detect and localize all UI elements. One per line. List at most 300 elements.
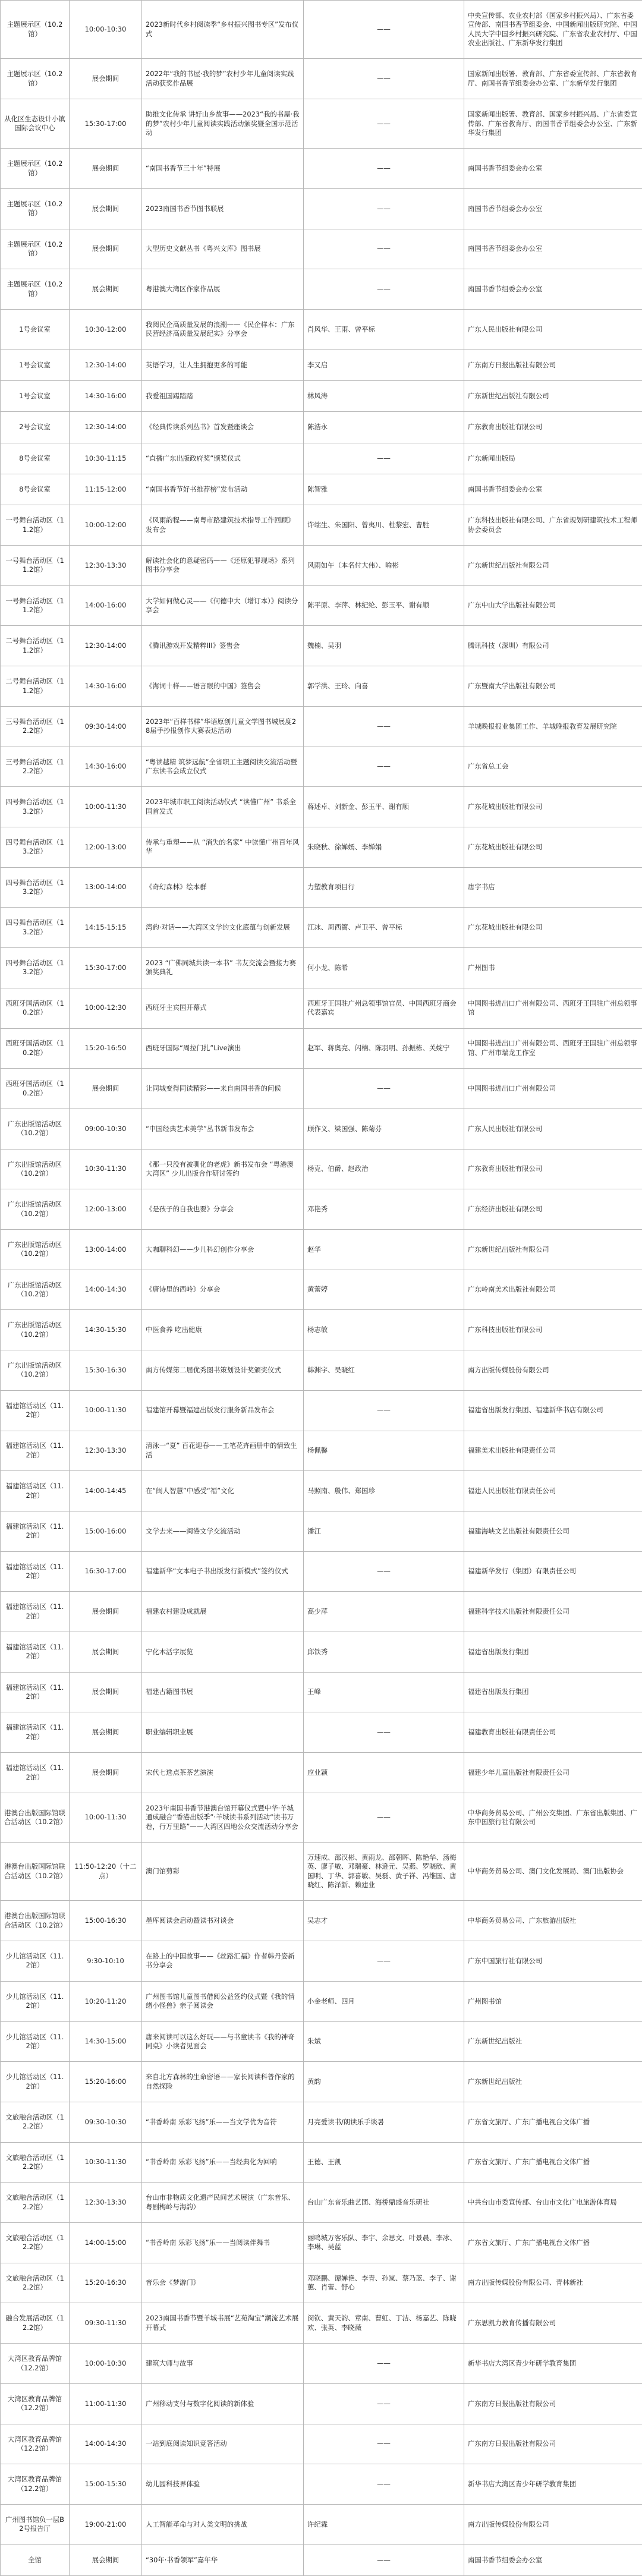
table-row (1, 1672, 642, 1712)
time-cell: 14:00-14:30 (70, 2424, 142, 2464)
event-cell: “中国经典艺术美学”丛书新书发布会 (142, 1109, 304, 1149)
event-cell: “直播广东出版政府奖”颁奖仪式 (142, 443, 304, 474)
event-cell: 2022年“我的书屋·我的梦”农村少年儿童阅读实践活动获奖作品展 (142, 59, 304, 99)
venue-cell: 主题展示区（10.2馆） (1, 149, 70, 189)
time-cell: 12:30-14:00 (70, 349, 142, 380)
event-cell: 《海词十样——语言眼的中国》签售会 (142, 666, 304, 707)
event-cell: 台山市非物质文化遗产民间艺术展演（广东音乐、粤剧梅岭与海韵） (142, 2183, 304, 2223)
guests-cell: 邓晓鹏、谭婵艳、李青、孙岚、蔡乃蓝、李子、谢蕙、肖蕾、舒心 (304, 2263, 464, 2303)
event-cell: 墨库阅读会启动暨读书对谈会 (142, 1901, 304, 1941)
guests-cell: 杨志敏 (304, 1310, 464, 1350)
guests-cell: 韩渊宇、吴晓红 (304, 1350, 464, 1391)
time-cell: 11:50-12:20（十二点） (70, 1842, 142, 1900)
table-row (1, 474, 642, 505)
event-cell: 2023新时代乡村阅读季“乡村振兴图书专区”发布仪式 (142, 1, 304, 59)
organizer-cell: 广东新闻出版局 (464, 443, 642, 474)
venue-cell: 广州图书馆负一层B2号报告厅 (1, 2504, 70, 2544)
organizer-cell: 中央宣传部、农业农村部（国家乡村振兴局）、广东省委宣传部、南国书香节组委会、中国新闻出版研究院、中国人民大学中国乡村振兴研究院、广东省农业农村厅、中国农业出版社、广东新华发行集团 (464, 1, 642, 59)
guests-cell: 肖风华、王雨、曾平标 (304, 310, 464, 350)
time-cell: 15:30-17:00 (70, 948, 142, 988)
event-cell: 《那一只没有被驯化的老虎》新书发布会 “粤港澳大湾区” 少儿出版合作研讨签约 (142, 1149, 304, 1189)
time-cell: 展会期间 (70, 188, 142, 229)
event-cell: 粤港澳大湾区作家作品展 (142, 269, 304, 310)
table-row (1, 1230, 642, 1270)
guests-cell: —— (304, 2424, 464, 2464)
event-cell: “粤读越精 筑梦远航”全省职工主题阅读交流活动暨广东读书会成立仪式 (142, 747, 304, 787)
venue-cell: 福建馆活动区（11.2馆） (1, 1431, 70, 1471)
table-row (1, 747, 642, 787)
time-cell: 10:00-11:30 (70, 787, 142, 827)
time-cell: 展会期间 (70, 229, 142, 269)
guests-cell: —— (304, 269, 464, 310)
guests-cell: —— (304, 443, 464, 474)
table-row (1, 2223, 642, 2263)
table-row (1, 1981, 642, 2021)
organizer-cell: 福建海峡文艺出版社有限责任公司 (464, 1511, 642, 1551)
table-row (1, 1028, 642, 1069)
venue-cell: 大湾区教育品牌馆（12.2馆） (1, 2383, 70, 2424)
venue-cell: 西班牙国活动区（10.2馆） (1, 988, 70, 1028)
guests-cell: 王德、王凯 (304, 2142, 464, 2183)
event-cell: 传承与重塑——从 “消失的名家” 中读懂广州百年风华 (142, 827, 304, 867)
time-cell: 10:00-11:30 (70, 1390, 142, 1431)
table-row (1, 1390, 642, 1431)
organizer-cell: 南国书香节组委会办公室 (464, 229, 642, 269)
time-cell: 展会期间 (70, 59, 142, 99)
venue-cell: 广东出版馆活动区（10.2馆） (1, 1350, 70, 1391)
venue-cell: 三号舞台活动区（12.2馆） (1, 706, 70, 747)
venue-cell: 文旅融合活动区（12.2馆） (1, 2263, 70, 2303)
event-cell: 大型历史文献丛书《粤兴文库》图书展 (142, 229, 304, 269)
time-cell: 15:20-16:30 (70, 2263, 142, 2303)
event-cell: “书香岭南 乐彩飞扬”乐——当经典化为回响 (142, 2142, 304, 2183)
time-cell: 12:00-13:00 (70, 827, 142, 867)
organizer-cell: 南国书香节组委会办公室 (464, 188, 642, 229)
time-cell: 展会期间 (70, 269, 142, 310)
time-cell: 10:30-11:15 (70, 443, 142, 474)
time-cell: 19:00-21:00 (70, 2504, 142, 2544)
venue-cell: 四号舞台活动区（13.2馆） (1, 867, 70, 908)
organizer-cell: 南国书香节组委会办公室 (464, 474, 642, 505)
guests-cell: 闵钦、黄天韵、章南、曹虹、丁洁、杨嘉艺、陈晓欢、张英、李晓薇 (304, 2303, 464, 2344)
venue-cell: 大湾区教育品牌馆（12.2馆） (1, 2344, 70, 2384)
guests-cell: 丽鸣城万客乐队、李宇、余思文、叶景晨、李冰、李琳、吴蓝 (304, 2223, 464, 2263)
event-cell: 湾韵·对话——大湾区文学的文化底蕴与创新发展 (142, 908, 304, 948)
event-cell: 职业编辑职业展 (142, 1712, 304, 1753)
table-row (1, 948, 642, 988)
table-row (1, 1941, 642, 1982)
guests-cell: 朱晓秋、徐婵嫣、李婵娟 (304, 827, 464, 867)
guests-cell: 马照南、殷伟、郑国珍 (304, 1471, 464, 1511)
event-cell: 2023南国书香节图书联展 (142, 188, 304, 229)
guests-cell: —— (304, 1069, 464, 1109)
schedule-body (1, 1, 642, 2576)
event-cell: 福建农村建设成就展 (142, 1592, 304, 1632)
organizer-cell: 广东科技出版社有限公司 (464, 1310, 642, 1350)
venue-cell: 福建馆活动区（11.2馆） (1, 1753, 70, 1793)
venue-cell: 港澳台出版国际馆联合活动区（10.2馆） (1, 1793, 70, 1842)
time-cell: 15:20-16:50 (70, 1028, 142, 1069)
guests-cell: 江冰、周西篱、卢卫平、曾平标 (304, 908, 464, 948)
organizer-cell: 广东新世纪出版社有限公司 (464, 546, 642, 586)
time-cell: 15:00-16:00 (70, 1511, 142, 1551)
time-cell: 10:00-10:30 (70, 1, 142, 59)
event-cell: 人工智能革命与对人类文明的挑战 (142, 2504, 304, 2544)
guests-cell: 赵华 (304, 1230, 464, 1270)
event-cell: 音乐会《梦游门》 (142, 2263, 304, 2303)
time-cell: 15:20-16:00 (70, 2062, 142, 2102)
organizer-cell: 福建少年儿童出版社有限责任公司 (464, 1753, 642, 1793)
venue-cell: 广东出版馆活动区（10.2馆） (1, 1270, 70, 1310)
time-cell: 11:00-11:30 (70, 2383, 142, 2424)
event-cell: 《奇幻森林》绘本群 (142, 867, 304, 908)
venue-cell: 少儿馆活动区（11.2馆） (1, 2021, 70, 2062)
venue-cell: 广东出版馆活动区（10.2馆） (1, 1189, 70, 1230)
time-cell: 展会期间 (70, 1592, 142, 1632)
venue-cell: 福建馆活动区（11.2馆） (1, 1592, 70, 1632)
guests-cell: —— (304, 1941, 464, 1982)
event-cell: 广州图书馆儿童图书借阅公益签约仪式暨《我的情绪小怪兽》亲子阅读会 (142, 1981, 304, 2021)
time-cell: 10:30-11:30 (70, 1149, 142, 1189)
venue-cell: 主题展示区（10.2馆） (1, 229, 70, 269)
guests-cell: 风雨如午（本名付大伟）、喻彬 (304, 546, 464, 586)
guests-cell: 李又启 (304, 349, 464, 380)
guests-cell: 应业颖 (304, 1753, 464, 1793)
time-cell: 10:30-11:30 (70, 2142, 142, 2183)
event-cell: 来自北方森林的生命密语——家长阅读科普作家的自然探险 (142, 2062, 304, 2102)
organizer-cell: 广东经济出版社有限公司 (464, 1189, 642, 1230)
time-cell: 09:30-10:30 (70, 2102, 142, 2142)
venue-cell: 1号会议室 (1, 310, 70, 350)
organizer-cell: 腾讯科技（深圳）有限公司 (464, 626, 642, 666)
time-cell: 09:30-14:00 (70, 706, 142, 747)
time-cell: 10:00-12:00 (70, 505, 142, 546)
event-cell: “南国书香节三十年”特展 (142, 149, 304, 189)
event-cell: 幼儿园科技界体验 (142, 2464, 304, 2505)
organizer-cell: 广东新世纪出版社有限公司 (464, 1230, 642, 1270)
venue-cell: 广东出版馆活动区（10.2馆） (1, 1310, 70, 1350)
table-row (1, 2263, 642, 2303)
event-cell: 《风雨韵程——南粤市路建筑技术指导工作回顾》发布会 (142, 505, 304, 546)
guests-cell: 杨克、伯爵、赵政治 (304, 1149, 464, 1189)
event-cell: 南方传媒第二届优秀图书策划设计奖颁奖仪式 (142, 1350, 304, 1391)
venue-cell: 西班牙国活动区（10.2馆） (1, 1028, 70, 1069)
table-row (1, 1109, 642, 1149)
organizer-cell: 福建科学技术出版社有限责任公司 (464, 1592, 642, 1632)
guests-cell: 潘江 (304, 1511, 464, 1551)
event-cell: 《经典传读系列丛书》首发暨座谈会 (142, 412, 304, 443)
guests-cell: 台山广东音乐曲艺团、海桥鼎盛音乐研社 (304, 2183, 464, 2223)
venue-cell: 一号舞台活动区（11.2馆） (1, 585, 70, 626)
venue-cell: 8号会议室 (1, 474, 70, 505)
organizer-cell: 南方出版传媒股份有限公司、青林新社 (464, 2263, 642, 2303)
organizer-cell: 南国书香节组委会办公室 (464, 2544, 642, 2575)
organizer-cell: 新华书店大湾区青少年研学教育集团 (464, 2344, 642, 2384)
guests-cell: 陈智雅 (304, 474, 464, 505)
guests-cell: —— (304, 1, 464, 59)
organizer-cell: 唐宇书店 (464, 867, 642, 908)
event-cell: 2023年南国书香节港澳台馆开幕仪式暨中华·羊城通成融合“香港出版季”·羊城读书系列活动“读书万卷，行万里路”——大湾区四地公众交流活动分享会 (142, 1793, 304, 1842)
table-row (1, 59, 642, 99)
time-cell: 14:30-15:00 (70, 2021, 142, 2062)
event-cell: “30年·书香领军”嘉年华 (142, 2544, 304, 2575)
organizer-cell: 中共台山市委宣传部、台山市文化广电旅游体育局 (464, 2183, 642, 2223)
guests-cell: —— (304, 2344, 464, 2384)
guests-cell: 许端生、朱国阳、曾夷川、杜黎宏、曹胜 (304, 505, 464, 546)
table-row (1, 2424, 642, 2464)
event-cell: 助推文化传承 讲好山乡故事——2023“我的书屋·我的梦”农村少年儿童阅读实践活动颁奖暨全国示范活动 (142, 99, 304, 149)
time-cell: 12:30-13:30 (70, 1431, 142, 1471)
venue-cell: 全馆 (1, 2544, 70, 2575)
event-cell: 2023年城市职工阅读活动仪式 “读懂广州” 书系全国首发式 (142, 787, 304, 827)
venue-cell: 福建馆活动区（11.2馆） (1, 1390, 70, 1431)
event-cell: 2023南国书香节暨羊城书展“艺苑淘宝”潮流艺术展开幕式 (142, 2303, 304, 2344)
venue-cell: 少儿馆活动区（11.2馆） (1, 1981, 70, 2021)
venue-cell: 文旅融合活动区（12.2馆） (1, 2223, 70, 2263)
organizer-cell: 中国图书进出口广州有限公司、西班牙王国驻广州总领事馆、广州市瑞龙工作室 (464, 1028, 642, 1069)
guests-cell: —— (304, 1551, 464, 1592)
organizer-cell: 广东中山大学出版社有限公司 (464, 585, 642, 626)
event-cell: 福建古籍图书展 (142, 1672, 304, 1712)
organizer-cell: 广东新世纪出版社有限公司 (464, 381, 642, 412)
table-row (1, 867, 642, 908)
organizer-cell: 广东教育出版社有限公司 (464, 1149, 642, 1189)
event-cell: 2023 “广佛同城共读一本书” 书友交流会暨接力赛颁奖典礼 (142, 948, 304, 988)
table-row (1, 1632, 642, 1673)
organizer-cell: 广东人民出版社有限公司 (464, 1109, 642, 1149)
time-cell: 09:00-10:30 (70, 1109, 142, 1149)
venue-cell: 一号舞台活动区（11.2馆） (1, 505, 70, 546)
time-cell: 14:00-14:30 (70, 1270, 142, 1310)
guests-cell: —— (304, 1793, 464, 1842)
time-cell: 14:00-15:00 (70, 2223, 142, 2263)
guests-cell: —— (304, 149, 464, 189)
time-cell: 10:00-12:30 (70, 988, 142, 1028)
time-cell: 9:30-10:10 (70, 1941, 142, 1982)
table-row (1, 381, 642, 412)
time-cell: 10:00-10:30 (70, 2344, 142, 2384)
venue-cell: 西班牙国活动区（10.2馆） (1, 1069, 70, 1109)
event-cell: 解读社会化的意疑密码——《还原犯罪现场》系列图书分享会 (142, 546, 304, 586)
time-cell: 14:15-15:15 (70, 908, 142, 948)
event-cell: 英语学习，让人生拥抱更多的可能 (142, 349, 304, 380)
venue-cell: 广东出版馆活动区（10.2馆） (1, 1149, 70, 1189)
time-cell: 14:30-16:00 (70, 747, 142, 787)
event-cell: 西班牙国际“周拉门扎”Live演出 (142, 1028, 304, 1069)
time-cell: 10:00-11:30 (70, 1793, 142, 1842)
guests-cell: —— (304, 2464, 464, 2505)
table-row (1, 827, 642, 867)
event-cell: 我阅民企高质量发展的浪潮——《民企样本：广东民营经济高质量发展纪实》分享会 (142, 310, 304, 350)
organizer-cell: 广东南方日报出版社有限公司 (464, 2383, 642, 2424)
guests-cell: 黄蕾婷 (304, 1270, 464, 1310)
time-cell: 10:30-12:00 (70, 310, 142, 350)
guests-cell: —— (304, 188, 464, 229)
table-row (1, 546, 642, 586)
time-cell: 展会期间 (70, 1069, 142, 1109)
organizer-cell: 广东省总工会 (464, 747, 642, 787)
table-row (1, 2021, 642, 2062)
event-cell: 建筑大师与故事 (142, 2344, 304, 2384)
event-cell: 一站到底阅读知识竞答活动 (142, 2424, 304, 2464)
table-row (1, 188, 642, 229)
time-cell: 14:00-14:45 (70, 1471, 142, 1511)
organizer-cell: 南国书香节组委会办公室 (464, 269, 642, 310)
time-cell: 12:30-14:00 (70, 412, 142, 443)
time-cell: 15:00-16:30 (70, 1901, 142, 1941)
organizer-cell: 广东省文旅厅、广东广播电视台文体广播 (464, 2102, 642, 2142)
organizer-cell: 广东花城出版社有限公司 (464, 787, 642, 827)
guests-cell: 蒋述卓、刘新金、彭玉平、谢有顺 (304, 787, 464, 827)
table-row (1, 2504, 642, 2544)
time-cell: 展会期间 (70, 1753, 142, 1793)
organizer-cell: 广东南方日报出版社有限公司 (464, 2424, 642, 2464)
guests-cell: 月亮爱读书/朗读乐手谈暑 (304, 2102, 464, 2142)
table-row (1, 1471, 642, 1511)
time-cell: 14:30-16:00 (70, 666, 142, 707)
venue-cell: 一号舞台活动区（11.2馆） (1, 546, 70, 586)
table-row (1, 1592, 642, 1632)
table-row (1, 1901, 642, 1941)
time-cell: 12:30-13:30 (70, 546, 142, 586)
guests-cell: 邓艳秀 (304, 1189, 464, 1230)
event-cell: 宁化木活字展览 (142, 1632, 304, 1673)
table-row (1, 2183, 642, 2223)
time-cell: 展会期间 (70, 149, 142, 189)
venue-cell: 福建馆活动区（11.2馆） (1, 1712, 70, 1753)
venue-cell: 文旅融合活动区（12.2馆） (1, 2142, 70, 2183)
time-cell: 15:30-16:30 (70, 1350, 142, 1391)
table-row (1, 787, 642, 827)
organizer-cell: 广东新世纪出版社 (464, 2021, 642, 2062)
venue-cell: 四号舞台活动区（13.2馆） (1, 908, 70, 948)
event-cell: 清泳一“夏” 百花迎春——工笔花卉画册中的情致生活 (142, 1431, 304, 1471)
venue-cell: 主题展示区（10.2馆） (1, 188, 70, 229)
table-row (1, 626, 642, 666)
organizer-cell: 广东省文旅厅、广东广播电视台文体广播 (464, 2223, 642, 2263)
event-cell: 澳门馆剪彩 (142, 1842, 304, 1900)
organizer-cell: 南方出版传媒股份有限公司 (464, 2504, 642, 2544)
guests-cell: —— (304, 747, 464, 787)
time-cell: 14:00-16:00 (70, 585, 142, 626)
guests-cell: 王峰 (304, 1672, 464, 1712)
time-cell: 12:00-13:00 (70, 1189, 142, 1230)
organizer-cell: 中华商务贸易公司、澳门文化发展局、澳门出版协会 (464, 1842, 642, 1900)
guests-cell: 顾作义、梁国强、陈菊芬 (304, 1109, 464, 1149)
table-row (1, 666, 642, 707)
table-row (1, 2344, 642, 2384)
event-cell: 中医食养 吃出健康 (142, 1310, 304, 1350)
guests-cell: 力塑教育项目行 (304, 867, 464, 908)
time-cell: 14:30-15:30 (70, 1310, 142, 1350)
guests-cell: 赵军、蒋奥亮、闪楠、陈羽明、孙振栋、关婉宁 (304, 1028, 464, 1069)
event-cell: 2023年“百样书样”华语原创儿童文学图书城展度28届手抄报创作大赛表达活动 (142, 706, 304, 747)
event-cell: 我爱祖国踢踏踏 (142, 381, 304, 412)
venue-cell: 主题展示区（10.2馆） (1, 269, 70, 310)
guests-cell: —— (304, 706, 464, 747)
guests-cell: 陈平原、李萍、林纪纶、彭玉平、谢有顺 (304, 585, 464, 626)
guests-cell: —— (304, 1712, 464, 1753)
organizer-cell: 广东花城出版社有限公司 (464, 908, 642, 948)
venue-cell: 8号会议室 (1, 443, 70, 474)
event-cell: 大咖聊科幻——少儿科幻创作分享会 (142, 1230, 304, 1270)
organizer-cell: 中华商务贸易公司、广东旅游出版社 (464, 1901, 642, 1941)
organizer-cell: 新华书店大湾区青少年研学教育集团 (464, 2464, 642, 2505)
venue-cell: 从化区生态设计小镇国际会议中心 (1, 99, 70, 149)
organizer-cell: 福建省出版发行集团 (464, 1632, 642, 1673)
time-cell: 14:30-16:00 (70, 381, 142, 412)
table-row (1, 149, 642, 189)
venue-cell: 主题展示区（10.2馆） (1, 59, 70, 99)
table-row (1, 1793, 642, 1842)
table-row (1, 1753, 642, 1793)
venue-cell: 四号舞台活动区（13.2馆） (1, 948, 70, 988)
guests-cell: 魏楠、吴羽 (304, 626, 464, 666)
event-cell: 《是孩子的自我也要》分享会 (142, 1189, 304, 1230)
table-row (1, 1, 642, 59)
organizer-cell: 福建省出版发行集团 (464, 1672, 642, 1712)
table-row (1, 706, 642, 747)
venue-cell: 大湾区教育品牌馆（12.2馆） (1, 2464, 70, 2505)
table-row (1, 2544, 642, 2575)
table-row (1, 2303, 642, 2344)
venue-cell: 大湾区教育品牌馆（12.2馆） (1, 2424, 70, 2464)
time-cell: 展会期间 (70, 2544, 142, 2575)
organizer-cell: 广东中国旅行社有限公司 (464, 1941, 642, 1982)
table-row (1, 1511, 642, 1551)
table-row (1, 269, 642, 310)
venue-cell: 1号会议室 (1, 349, 70, 380)
venue-cell: 三号舞台活动区（12.2馆） (1, 747, 70, 787)
venue-cell: 二号舞台活动区（11.2馆） (1, 626, 70, 666)
organizer-cell: 广东人民出版社有限公司 (464, 310, 642, 350)
guests-cell: —— (304, 99, 464, 149)
time-cell: 13:00-14:00 (70, 867, 142, 908)
organizer-cell: 广东省文旅厅、广东广播电视台文体广播 (464, 2142, 642, 2183)
organizer-cell: 广东教育出版社有限公司 (464, 412, 642, 443)
table-row (1, 505, 642, 546)
time-cell: 10:20-11:20 (70, 1981, 142, 2021)
organizer-cell: 广东花城出版社有限公司 (464, 827, 642, 867)
guests-cell: —— (304, 59, 464, 99)
guests-cell: 吴志才 (304, 1901, 464, 1941)
event-cell: 西班牙主宾国开幕式 (142, 988, 304, 1028)
organizer-cell: 广东科技出版社有限公司、广东省规划研建筑技术工程师协会委员会 (464, 505, 642, 546)
table-row (1, 1149, 642, 1189)
organizer-cell: 南国书香节组委会办公室 (464, 149, 642, 189)
organizer-cell: 广东岭南美术出版社有限公司 (464, 1270, 642, 1310)
guests-cell: —— (304, 1390, 464, 1431)
organizer-cell: 福建新华发行（集团）有限责任公司 (464, 1551, 642, 1592)
guests-cell: 邱铁秀 (304, 1632, 464, 1673)
venue-cell: 港澳台出版国际馆联合活动区（10.2馆） (1, 1842, 70, 1900)
event-cell: 唐来阅读可以这么好玩——与书童读书《我的神奇同桌》小读者见面会 (142, 2021, 304, 2062)
time-cell: 11:15-12:00 (70, 474, 142, 505)
organizer-cell: 国家新闻出版署、教育部、广东省委宣传部、广东省教育厅、南国书香节组委会办公室、广东新华发行集团 (464, 59, 642, 99)
venue-cell: 四号舞台活动区（13.2馆） (1, 827, 70, 867)
organizer-cell: 广东思凯力教育传播有限公司 (464, 2303, 642, 2344)
event-cell: 福建新华“文本电子书出版发行新模式”签约仪式 (142, 1551, 304, 1592)
table-row (1, 443, 642, 474)
event-cell: 广州移动支付与数字化阅读的新体验 (142, 2383, 304, 2424)
guests-cell: 高少萍 (304, 1592, 464, 1632)
venue-cell: 四号舞台活动区（13.2馆） (1, 787, 70, 827)
organizer-cell: 中国图书进出口广州有限公司 (464, 1069, 642, 1109)
time-cell: 展会期间 (70, 1672, 142, 1712)
guests-cell: 万速成、邵汉彬、黄雨龙、邵朝晖、陈艳华、汤梅英、廖子敏、邓瑞豪、林逊元、吴燕、罗晓欣、黄国明、丁华、郭喜敏、吴磊、黄子祥、冯维国、唐晓红、陈泽新、赖建业 (304, 1842, 464, 1900)
table-row (1, 908, 642, 948)
time-cell: 12:30-14:00 (70, 626, 142, 666)
